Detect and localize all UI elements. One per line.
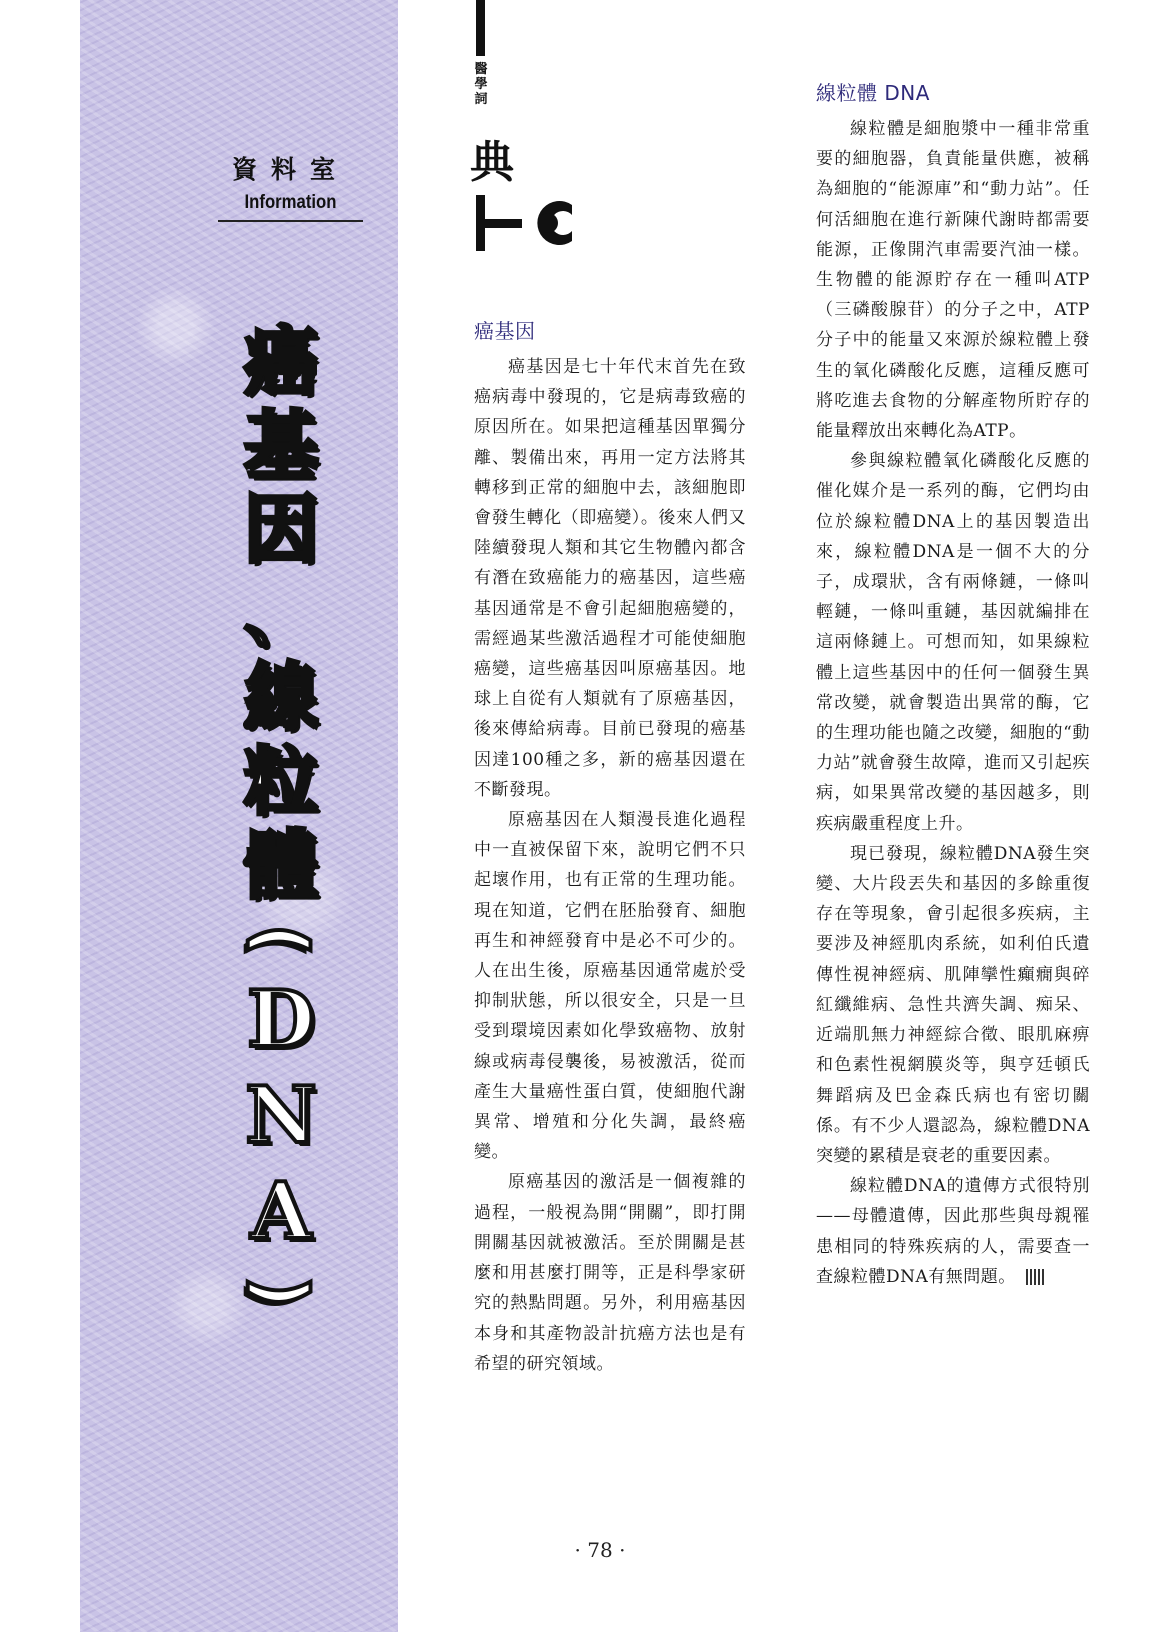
paragraph: 癌基因是七十年代末首先在致癌病毒中發現的，它是病毒致癌的原因所在。如果把這種基因單獨分離、製備出來，再用一定方法將其轉移到正常的細胞中去，該細胞即會發生轉化（即癌變）。後來人們又陸續發現人類和其它生物體內都含有潛在致癌能力的癌基因，這些癌基因通常是不會引起細胞癌變的，需經過某些激活過程才可能使細胞癌變，這些癌基因叫原癌基因。地球上自從有人類就有了原癌基因，後來傳給病毒。目前已發現的癌基因達100種之多，新的癌基因還在不斷發現。 — [474, 357, 746, 800]
glossary-logo — [470, 0, 600, 260]
title-char: 粒 — [244, 739, 318, 825]
column-oncogene — [474, 316, 746, 1379]
title-char: A — [250, 1166, 312, 1257]
column-mtdna — [816, 78, 1090, 1292]
heading-mtdna: 線粒體 DNA — [816, 81, 930, 105]
title-char: 癌 — [244, 319, 318, 405]
logo-mark-icon — [476, 195, 596, 251]
title-char: D — [247, 974, 315, 1065]
title-char: 因 — [244, 487, 318, 573]
paragraph: 現已發現，線粒體DNA發生突變、大片段丟失和基因的多餘重復存在等現象，會引起很多疾病，主要涉及神經肌肉系統，如利伯氏遺傳性視神經病、肌陣攣性癲癇與碎紅纖維病、急性共濟失調、痴呆、近端肌無力神經綜合徵、眼肌麻痹和色素性視網膜炎等，與亨廷頓氏舞蹈病及巴金森氏病也有密切關係。有不少人還認為，線粒體DNA突變的累積是衰老的重要因素。 — [816, 843, 1090, 1166]
section-label-en: Information — [244, 192, 337, 213]
title-char: 、 — [244, 571, 318, 657]
logo-bar — [476, 0, 485, 56]
logo-char: 典 — [470, 137, 514, 188]
paragraph-text: 線粒體DNA的遺傳方式很特別——母體遺傳，因此那些與母親罹患相同的特殊疾病的人，需要查一查線粒體DNA有無問題。 — [816, 1176, 1090, 1287]
title-char: 體 — [244, 823, 318, 909]
paragraph: 參與線粒體氧化磷酸化反應的催化媒介是一系列的酶，它們均由位於線粒體DNA上的基因製造出來，線粒體DNA是一個不大的分子，成環狀，含有兩條鏈，一條叫輕鏈，一條叫重鏈，基因就編排在這兩條鏈上。可想而知，如果線粒體上這些基因中的任何一個發生異常改變，就會製造出異常的酶，它的生理功能也隨之改變，細胞的“動力站”就會發生故障，進而又引起疾病，如果異常改變的基因越多，則疾病嚴重程度上升。 — [816, 451, 1090, 834]
title-char: ) — [240, 1276, 322, 1308]
logo-vertical-text: 醫學詞 — [474, 62, 488, 107]
paragraph: 原癌基因在人類漫長進化過程中一直被保留下來，說明它們不只起壞作用，也有正常的生理功能。現在知道，它們在胚胎發育、細胞再生和神經發育中是必不可少的。人在出生後，原癌基因通常處於受抑制狀態，所以很安全，只是一旦受到環境因素如化學致癌物、放射線或病毒侵襲後，易被激活，從而產生大量癌性蛋白質，使細胞代謝異常、增殖和分化失調，最終癌變。 — [474, 810, 746, 1163]
title-char: 基 — [244, 403, 318, 489]
section-label — [218, 150, 363, 222]
title-char: ( — [240, 924, 322, 956]
paragraph: 原癌基因的激活是一個複雜的過程，一般視為開“開關”，即打開開關基因就被激活。至於開關是甚麼和用甚麼打開等，正是科學家研究的熱點問題。另外，利用癌基因本身和其產物設計抗癌方法也是有希望的研究領域。 — [474, 1172, 746, 1374]
title-char: N — [245, 1070, 317, 1161]
end-mark-icon — [1026, 1269, 1046, 1285]
section-rule — [218, 220, 363, 222]
heading-oncogene: 癌基因 — [474, 319, 536, 343]
page-number: · 78 · — [574, 1538, 626, 1562]
paragraph — [816, 1171, 1090, 1292]
section-label-zh: 資料室 — [231, 155, 349, 184]
article-title — [236, 320, 326, 1324]
paragraph: 線粒體是細胞漿中一種非常重要的細胞器，負責能量供應，被稱為細胞的“能源庫”和“動力站”。任何活細胞在進行新陳代謝時都需要能源，正像開汽車需要汽油一樣。生物體的能源貯存在一種叫ATP（三磷酸腺苷）的分子之中，ATP分子中的能量又來源於線粒體上發生的氧化磷酸化反應，這種反應可將吃進去食物的分解產物所貯存的能量釋放出來轉化為ATP。 — [816, 119, 1090, 442]
title-char: 線 — [244, 655, 318, 741]
